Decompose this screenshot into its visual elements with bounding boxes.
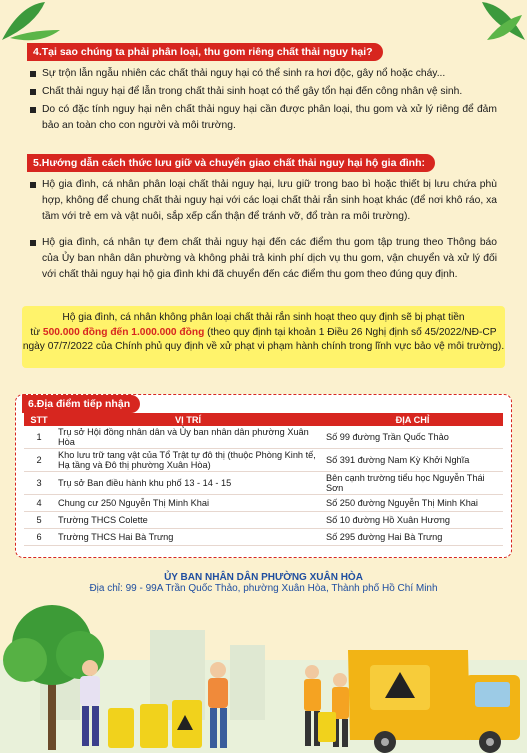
penalty-amount-from: 500.000 đồng <box>42 326 108 338</box>
table-row: 3 Trụ sở Ban điều hành khu phố 13 - 14 - 15 Bên cạnh trường tiểu học Nguyễn Thái Sơn <box>24 472 503 495</box>
table-row: 2 Kho lưu trữ tang vật của Tổ Trật tự đô thị (thuộc Phòng Kinh tế, Hạ tầng và Đô thị phường Xuân Hòa) Số 391 đường Nam Kỳ Khởi Nghĩa <box>24 449 503 472</box>
bullet-icon <box>30 71 36 77</box>
list-item: Do có đặc tính nguy hại nên chất thải nguy hại cần được phân loại, thu gom và xử lý riêng để đảm bảo an toàn cho con người và môi trường. <box>30 102 497 134</box>
section-4-title: 4.Tại sao chúng ta phải phân loại, thu gom riêng chất thải nguy hại? <box>27 43 383 61</box>
section-4-list <box>30 66 497 136</box>
table-row: 4 Chung cư 250 Nguyễn Thị Minh Khai Số 250 đường Nguyễn Thị Minh Khai <box>24 495 503 512</box>
locations-table <box>24 413 503 546</box>
section-5-title: 5.Hướng dẫn cách thức lưu giữ và chuyển giao chất thải nguy hại hộ gia đình: <box>27 154 435 172</box>
bullet-icon <box>30 182 36 188</box>
header-stt: STT <box>24 413 54 426</box>
leaf-decoration-right-icon <box>467 0 527 45</box>
list-item: Hộ gia đình, cá nhân tự đem chất thải nguy hại đến các điểm thu gom tập trung theo Thông báo của Ủy ban nhân dân phường và không phải trả kinh phí dịch vụ thu gom, vận chuyển và xử lý đối với chất thải nguy hại hộ gia đình khi đã chuyển đến các điểm thu gom theo đúng quy định. <box>30 235 497 283</box>
leaf-decoration-left-icon <box>0 0 70 45</box>
list-item: Chất thải nguy hại để lẫn trong chất thải sinh hoạt có thể gây tổn hại đến công nhân vệ sinh. <box>30 84 497 100</box>
table-row: 5 Trường THCS Colette Số 10 đường Hồ Xuân Hương <box>24 512 503 529</box>
list-item: Sự trộn lẫn ngẫu nhiên các chất thải nguy hại có thể sinh ra hơi độc, gây nổ hoặc cháy... <box>30 66 497 82</box>
penalty-rest: (theo quy định tại khoản 1 Điều 26 Nghị định số 45/2022/NĐ-CP ngày 07/7/2022 của Chính phủ quy định về xử phạt vi phạm hành chính trong lĩnh vực bảo vệ môi trường). <box>22 326 505 352</box>
list-item: Hộ gia đình, cá nhân phân loại chất thải nguy hại, lưu giữ trong bao bì hoặc thiết bị lưu chứa phù hợp, không để chung chất thải nguy hại với các loại chất thải rắn sinh hoạt khác (để nơi khô ráo, xa tầm với trẻ em và vật nuôi, sắp xếp cẩn thận để tránh vỡ, đổ tràn ra môi trường). <box>30 177 497 225</box>
section-6-title: 6.Địa điểm tiếp nhận <box>22 395 140 413</box>
org-address: Địa chỉ: 99 - 99A Trần Quốc Thảo, phường Xuân Hòa, Thành phố Hồ Chí Minh <box>89 583 438 594</box>
penalty-prefix: từ <box>30 326 41 338</box>
bullet-icon <box>30 89 36 95</box>
table-header-row <box>24 413 503 426</box>
penalty-notice <box>22 306 505 368</box>
bullet-icon <box>30 240 36 246</box>
section-5-list <box>30 177 497 285</box>
header-location: VỊ TRÍ <box>54 413 322 426</box>
penalty-line1: Hộ gia đình, cá nhân không phân loại chất thải rắn sinh hoạt theo quy định sẽ bị phạt tiền <box>62 312 465 323</box>
recycling-scene-illustration <box>0 600 527 753</box>
org-name: ỦY BAN NHÂN DÂN PHƯỜNG XUÂN HÒA <box>164 572 363 583</box>
penalty-amount-to: 1.000.000 đồng <box>131 326 205 338</box>
bullet-icon <box>30 107 36 113</box>
penalty-connector: đến <box>110 326 129 338</box>
table-row: 6 Trường THCS Hai Bà Trưng Số 295 đường Hai Bà Trưng <box>24 529 503 546</box>
table-row: 1 Trụ sở Hội đồng nhân dân và Ủy ban nhân dân phường Xuân Hòa Số 99 đường Trần Quốc Thảo <box>24 426 503 449</box>
footer <box>0 572 527 594</box>
header-address: ĐỊA CHỈ <box>322 413 503 426</box>
locations-table-container <box>15 394 512 558</box>
